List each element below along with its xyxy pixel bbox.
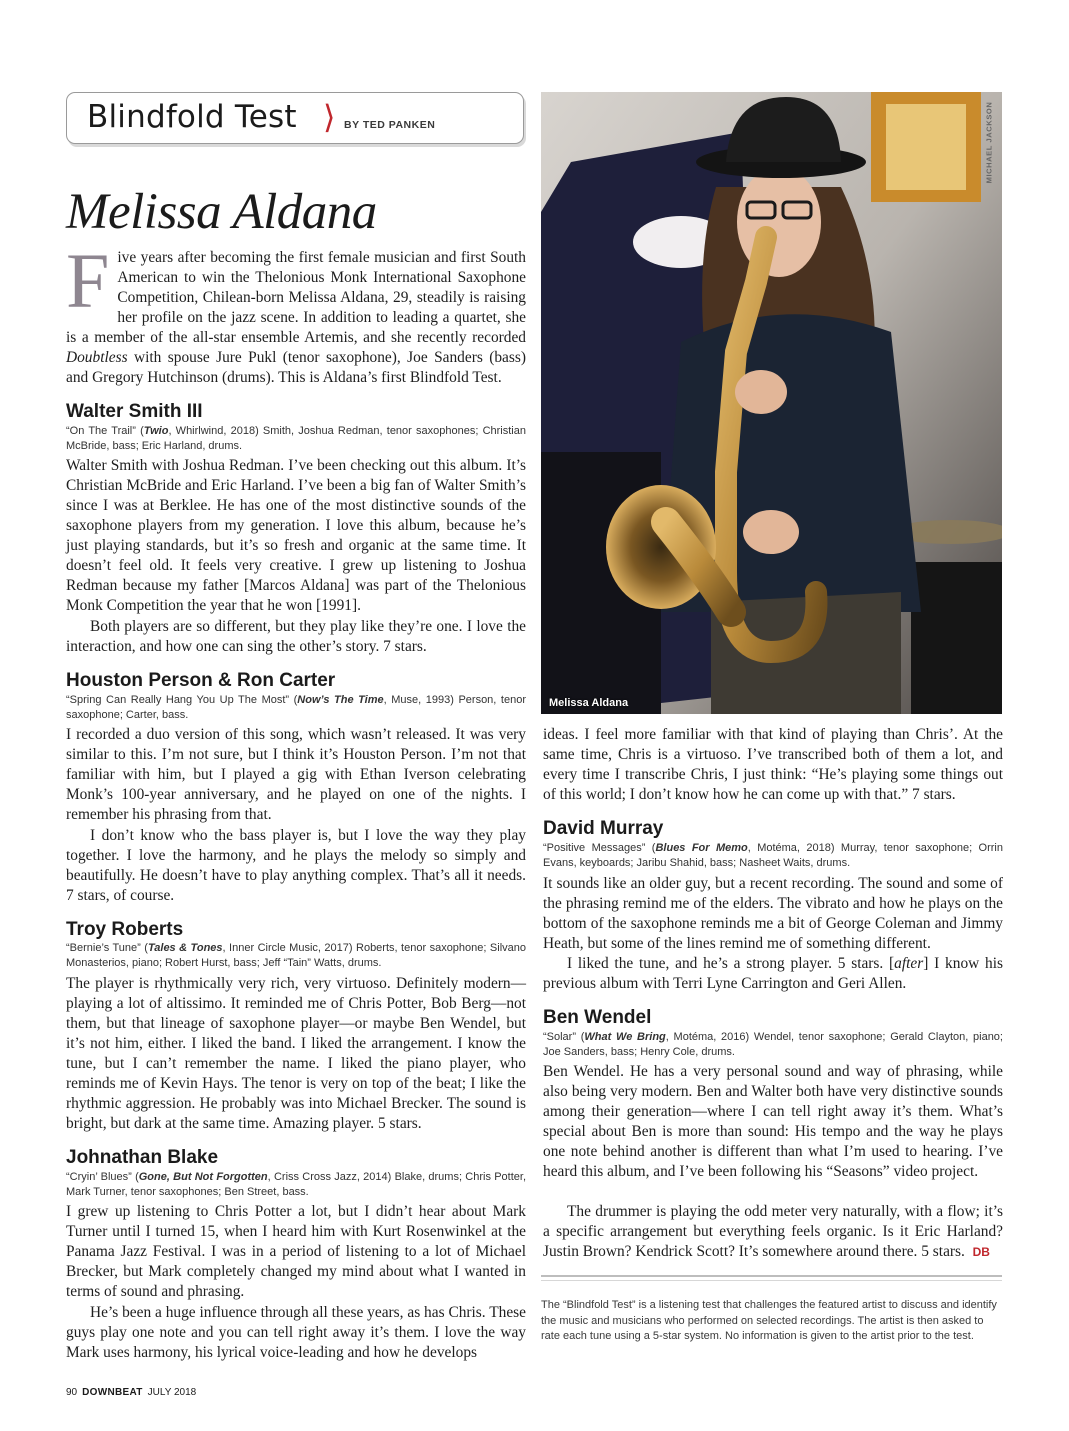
page-number: 90: [66, 1387, 78, 1398]
recording-credit: “Spring Can Really Hang You Up The Most” (Now’s The Time, Muse, 1993) Person, tenor saxophone; Carter, bass.: [66, 694, 526, 721]
recording-credit: “Cryin’ Blues” (Gone, But Not Forgotten, Criss Cross Jazz, 2014) Blake, drums; Chris Potter, Mark Turner, tenor saxophones; Ben Street, bass.: [66, 1171, 526, 1198]
article-title: Melissa Aldana: [66, 184, 377, 240]
body-paragraph: It sounds like an older guy, but a recent recording. The sound and some of the phrasing remind me of the elders. The vibrato and how he plays on the bottom of the saxophone reminds me a bit of George Coleman and Jimmy Heath, but some of the lines remind me of something different.: [543, 875, 1003, 952]
credit-details: , Motéma, 2016) Wendel, tenor saxophone; Gerald Clayton, piano; Joe Sanders, bass; Henry Cole, drums.: [543, 1031, 1003, 1058]
section-heading-david-murray: David Murray: [543, 818, 664, 839]
body-paragraph: Walter Smith with Joshua Redman. I’ve been checking out this album. It’s Christian McBride and Eric Harland. I’ve been a big fan of Walter Smith’s since I was at Berklee. He has one of the most distinctive sounds of the saxophone players from my generation. I love this album, because he’s just playing standards, but it’s so fresh and organic at the same time. It doesn’t feel old. It feels very creative. I grew up listening to Joshua Redman because my father [Marcos Aldana] was part of the Thelonious Monk Competition the year that he won [1991].: [66, 457, 526, 614]
album-title: Tales & Tones: [147, 942, 223, 954]
intro-album: Doubtless: [66, 349, 128, 366]
recording-credit: “On The Trail” (Twio, Whirlwind, 2018) Smith, Joshua Redman, tenor saxophones; Christian McBride, bass; Eric Harland, drums.: [66, 425, 526, 452]
section-heading-ben-wendel: Ben Wendel: [543, 1007, 652, 1028]
body-text: Both players are so different, but they play like they’re one. I love the interaction, and how one can sing the other’s story. 7 stars.: [66, 618, 526, 655]
body-text: I don’t know who the bass player is, but I love the way they play together. I love the harmony, and he plays the melody so simply and beautifully. He doesn’t have to play anything complex. That’s all it needs. 7 stars, of course.: [66, 827, 526, 904]
album-title: What We Bring: [584, 1031, 666, 1043]
page-folio: [66, 1387, 196, 1398]
after-note: after: [894, 955, 924, 972]
divider: [541, 1280, 1002, 1281]
recording-credit: “Solar” (What We Bring, Motéma, 2016) Wendel, tenor saxophone; Gerald Clayton, piano; Joe Sanders, bass; Henry Cole, drums.: [543, 1031, 1003, 1058]
body-paragraph: The player is rhythmically very rich, very virtuoso. Definitely modern—playing a lot of altissimo. It reminded me of Chris Potter, Bob Berg—not them, but that lineage of saxophone player—or maybe Ben Wendel, but it’s not him, either. I liked the band. I liked the arrangement. I know the tune, but I can’t remember the name. I liked the piano player, who reminds me of Kevin Hays. The tenor is very on top of the beat; I like the rhythmic aggression. He probably was into Michael Brecker. The sound is bright, but dark at the same time. Amazing player. 5 stars.: [66, 975, 526, 1132]
body-text: He’s been a huge influence through all these years, as has Chris. These guys play one note and you can tell right away it’s them. I love the way Mark uses harmony, his lyrical voice-leading and how he develops: [66, 1304, 526, 1361]
body-paragraph: I grew up listening to Chris Potter a lot, but I didn’t hear about Mark Turner until I turned 15, when I heard him with Kurt Rosenwinkel at the Panama Jazz Festival. I was in a period of listening to a lot of Michael Brecker, but Mark completely changed my mind about what I wanted in terms of sound and phrasing.: [66, 1203, 526, 1300]
track-title: “Positive Messages”: [543, 842, 646, 854]
body-paragraph: [66, 617, 526, 657]
intro-text-a: ive years after becoming the first female musician and first South American to win the Thelonious Monk International Saxophone Competition, Chilean-born Melissa Aldana, 29, steadily is raising her profile on the jazz scene. In addition to leading a quartet, she is a member of the all-star ensemble Artemis, and she recently recorded: [66, 249, 526, 346]
section-heading-walter-smith: Walter Smith III: [66, 401, 203, 422]
album-title: Blues For Memo: [655, 842, 748, 854]
department-header: [66, 92, 524, 144]
section-heading-johnathan-blake: Johnathan Blake: [66, 1147, 219, 1168]
intro-text-b: with spouse Jure Pukl (tenor saxophone), Joe Sanders (bass) and Gregory Hutchinson (drums). This is Aldana’s first Blindfold Test.: [66, 349, 526, 386]
body-paragraph: I liked the tune, and he’s a strong player. 5 stars. [after] I know his previous album with Terri Lyne Carrington and Geri Allen.: [543, 955, 1003, 992]
album-title: Twio: [143, 425, 169, 437]
track-title: “Bernie’s Tune”: [66, 942, 141, 954]
credit-details: , Inner Circle Music, 2017) Roberts, tenor saxophone; Silvano Monasterios, piano; Robert Hurst, bass; Jeff “Tain” Watts, drums.: [66, 942, 526, 969]
footnote: The “Blindfold Test” is a listening test that challenges the featured artist to discuss and identify the music and musicians who performed on selected recordings. The artist is then asked to rate each tune using a 5-star system. No information is given to the artist prior to the test.: [541, 1299, 997, 1342]
credit-details: , Whirlwind, 2018) Smith, Joshua Redman, tenor saxophones; Christian McBride, bass; Eric Harland, drums.: [66, 425, 526, 452]
track-title: “Solar”: [543, 1031, 577, 1043]
body-paragraph: I recorded a duo version of this song, which wasn’t released. It was very similar to this. I’m not sure, but I think it’s Houston Person. I’m not that familiar with him, but I played a gig with Ethan Iverson celebrating Monk’s 100-year anniversary, and he played on one of the nights. I remember his phrasing from that.: [66, 726, 526, 823]
track-title: “Cryin’ Blues”: [66, 1171, 132, 1183]
recording-credit: “Bernie’s Tune” (Tales & Tones, Inner Circle Music, 2017) Roberts, tenor saxophone; Silvano Monasterios, piano; Robert Hurst, bass; Jeff “Tain” Watts, drums.: [66, 942, 526, 969]
magazine-name: DOWNBEAT: [82, 1387, 143, 1398]
track-title: “Spring Can Really Hang You Up The Most”: [66, 694, 290, 706]
body-paragraph: [543, 1202, 1003, 1262]
recording-credit: “Positive Messages” (Blues For Memo, Motéma, 2018) Murray, tenor saxophone; Orrin Evans, keyboards; Jaribu Shahid, bass; Nasheet Waits, drums.: [543, 842, 1003, 869]
department-title: Blindfold Test: [87, 99, 297, 135]
body-text: I liked the tune, and he’s a strong player. 5 stars.: [567, 955, 890, 972]
credit-details: , Motéma, 2018) Murray, tenor saxophone; Orrin Evans, keyboards; Jaribu Shahid, bass; Nasheet Waits, drums.: [543, 842, 1003, 869]
divider: [541, 1275, 1002, 1277]
photo-credit-text: MICHAEL JACKSON: [984, 101, 994, 184]
credit-details: , Criss Cross Jazz, 2014) Blake, drums; Chris Potter, Mark Turner, tenor saxophones; Ben Street, bass.: [66, 1171, 526, 1198]
credit-details: , Muse, 1993) Person, tenor saxophone; Carter, bass.: [66, 694, 526, 721]
body-text: I know his previous album with Terri Lyne Carrington and Geri Allen.: [543, 955, 1003, 992]
body-paragraph: [66, 826, 526, 906]
issue-date: JULY 2018: [147, 1387, 197, 1398]
body-text: The drummer is playing the odd meter very naturally, with a flow; it’s a specific arrangement but everything feels organic. Is it Eric Harland? Justin Brown? Kendrick Scott? It’s somewhere around there. 5 stars.: [543, 1203, 1003, 1260]
end-mark: DB: [972, 1245, 990, 1259]
body-paragraph: [66, 1303, 526, 1363]
byline: BY TED PANKEN: [344, 119, 436, 131]
intro-paragraph: [66, 237, 526, 388]
saxophonist-illustration: [541, 92, 1002, 714]
section-heading-troy-roberts: Troy Roberts: [66, 919, 184, 940]
album-title: Gone, But Not Forgotten: [138, 1171, 268, 1183]
drop-cap: F: [66, 237, 110, 324]
album-title: Now’s The Time: [297, 694, 384, 706]
section-heading-houston-person: Houston Person & Ron Carter: [66, 670, 336, 691]
chevron-right-icon: ⟩: [323, 98, 336, 136]
photo-credit: [982, 100, 996, 190]
body-paragraph: Ben Wendel. He has a very personal sound and way of phrasing, while also being very modern. Ben and Walter both have very distinctive sounds among their generation—where I can tell right away it’s them. What’s special about Ben is more than sound: His tempo and the way he plays one note behind another is different than what I’m used to hearing. I’ve heard this album, and I’ve been following his “Seasons” video project.: [543, 1063, 1003, 1180]
body-paragraph: ideas. I feel more familiar with that kind of playing than Chris’. At the same time, Chris is a virtuoso. I’ve transcribed both of them a lot, and every time I transcribe Chris, I just think: “He’s playing some things out of this world; I don’t know how he can come up with that.” 7 stars.: [543, 726, 1003, 803]
artist-photo: [541, 92, 1002, 714]
photo-caption: Melissa Aldana: [549, 697, 629, 709]
track-title: “On The Trail”: [66, 425, 136, 437]
